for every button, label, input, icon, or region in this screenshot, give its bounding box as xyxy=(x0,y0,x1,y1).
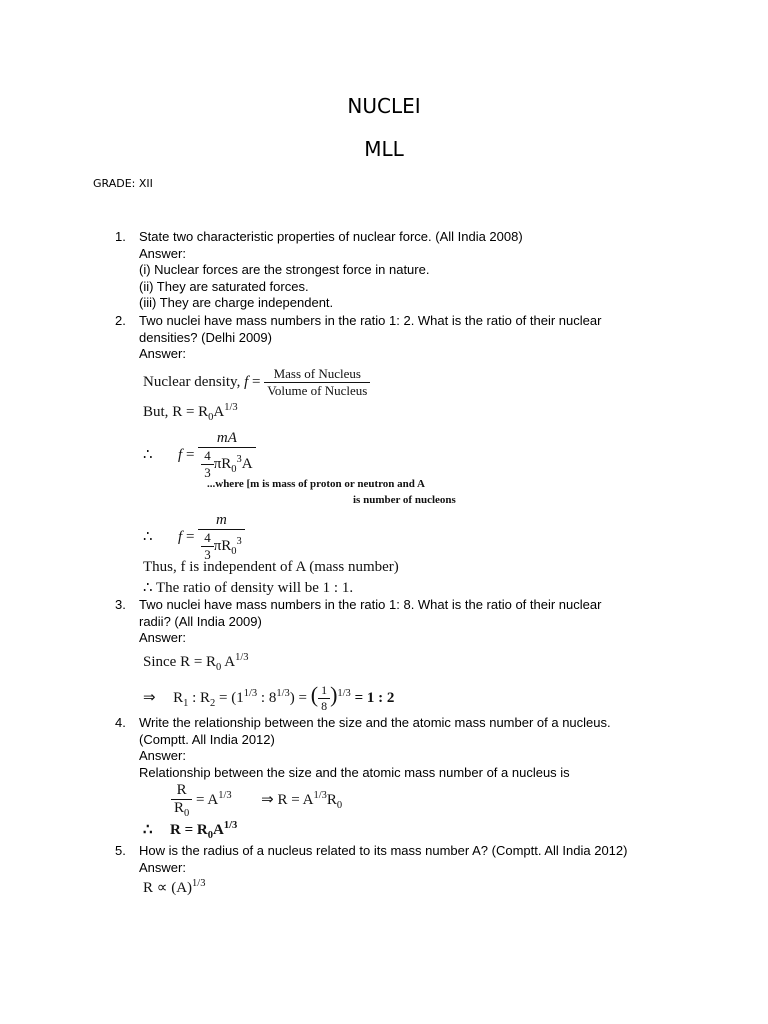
size-result: ∴ $R = R_0A^{1/3}$ xyxy=(143,820,238,841)
question-number: 2. xyxy=(115,313,126,328)
where-note: ...where [m is mass of proton or neutron and A xyxy=(207,478,425,490)
question-1 xyxy=(115,229,715,312)
question-text: densities? (Delhi 2009) xyxy=(139,329,272,345)
answer-label: Answer: xyxy=(139,630,186,645)
question-text: radii? (All India 2009) xyxy=(139,613,262,629)
question-text: Two nuclei have mass numbers in the ratio 1: 2. What is the ratio of their nuclear xyxy=(139,313,602,328)
question-4 xyxy=(115,715,715,781)
question-2 xyxy=(115,313,715,363)
radius-ratio: ⇒ $R_1$ : $R_2 = (1^{1/3}$ : $8^{1/3}$) = ( $\frac{1}{8}$ )$^{1/3}$ = 1 : 2 xyxy=(143,682,395,714)
question-3 xyxy=(115,597,715,647)
density-derivation xyxy=(143,360,523,600)
answer-label: Answer: xyxy=(139,346,186,361)
fraction: $\frac{R}{R_0}$ xyxy=(171,782,192,819)
radius-formula: But, $R = R_0A^{1/3}$ xyxy=(143,402,238,423)
question-number: 3. xyxy=(115,597,126,612)
answer-label: Answer: xyxy=(139,859,186,875)
question-number: 1. xyxy=(115,229,126,244)
question-number: 4. xyxy=(115,715,126,730)
question-text: Write the relationship between the size and the atomic mass number of a nucleus. xyxy=(139,715,611,730)
radius-derivation xyxy=(143,648,483,714)
question-text: (Comptt. All India 2012) xyxy=(139,731,275,747)
page-title: NUCLEI xyxy=(347,94,421,118)
answer-line: (ii) They are saturated forces. xyxy=(139,278,309,294)
question-text: State two characteristic properties of nuclear force. (All India 2008) xyxy=(139,229,523,244)
density-formula: Nuclear density, f = $\frac{\text{Mass of Nucleus}}{\text{Volume of Nucleus}}$ xyxy=(143,366,370,399)
conclusion-line: Thus, f is independent of A (mass number) xyxy=(143,559,399,575)
grade-label: GRADE: XII xyxy=(93,177,153,190)
fraction: m $\frac{4}{3}$ $\pi R_0^3$ xyxy=(198,512,245,563)
where-note: is number of nucleons xyxy=(353,494,456,506)
answer-line: (i) Nuclear forces are the strongest force in nature. xyxy=(139,262,430,277)
question-5 xyxy=(115,843,715,876)
answer-line: Relationship between the size and the atomic mass number of a nucleus is xyxy=(139,764,570,780)
answer-line: (iii) They are charge independent. xyxy=(139,295,334,310)
conclusion-line: ∴ The ratio of density will be 1 : 1. xyxy=(143,580,354,596)
answer-label: Answer: xyxy=(139,748,186,763)
radius-proportionality: $R \propto (A)^{1/3}$ xyxy=(143,878,206,896)
radius-formula: Since $R = R_0$ $A^{1/3}$ xyxy=(143,652,249,673)
density-simplified: ∴ f = m $\frac{4}{3}$ $\pi R_0^3$ xyxy=(143,512,245,563)
page-subtitle: MLL xyxy=(364,137,404,161)
fraction: $\frac{\text{Mass of Nucleus}}{\text{Volume of Nucleus}}$ xyxy=(264,366,370,399)
size-relation xyxy=(143,782,443,840)
question-text: Two nuclei have mass numbers in the ratio 1: 8. What is the ratio of their nuclear xyxy=(139,597,602,612)
size-formula: $\frac{R}{R_0}$ = $A^{1/3}$ ⇒ $R = A^{1/3}R_0$ xyxy=(171,782,342,819)
fraction: mA $\frac{4}{3}$ $\pi R_0^3A$ xyxy=(198,430,255,481)
question-number: 5. xyxy=(115,843,126,858)
answer-label: Answer: xyxy=(139,245,186,261)
question-text: How is the radius of a nucleus related to its mass number A? (Comptt. All India 2012) xyxy=(139,843,628,858)
density-substitution: ∴ f = mA $\frac{4}{3}$ $\pi R_0^3A$ xyxy=(143,430,256,481)
